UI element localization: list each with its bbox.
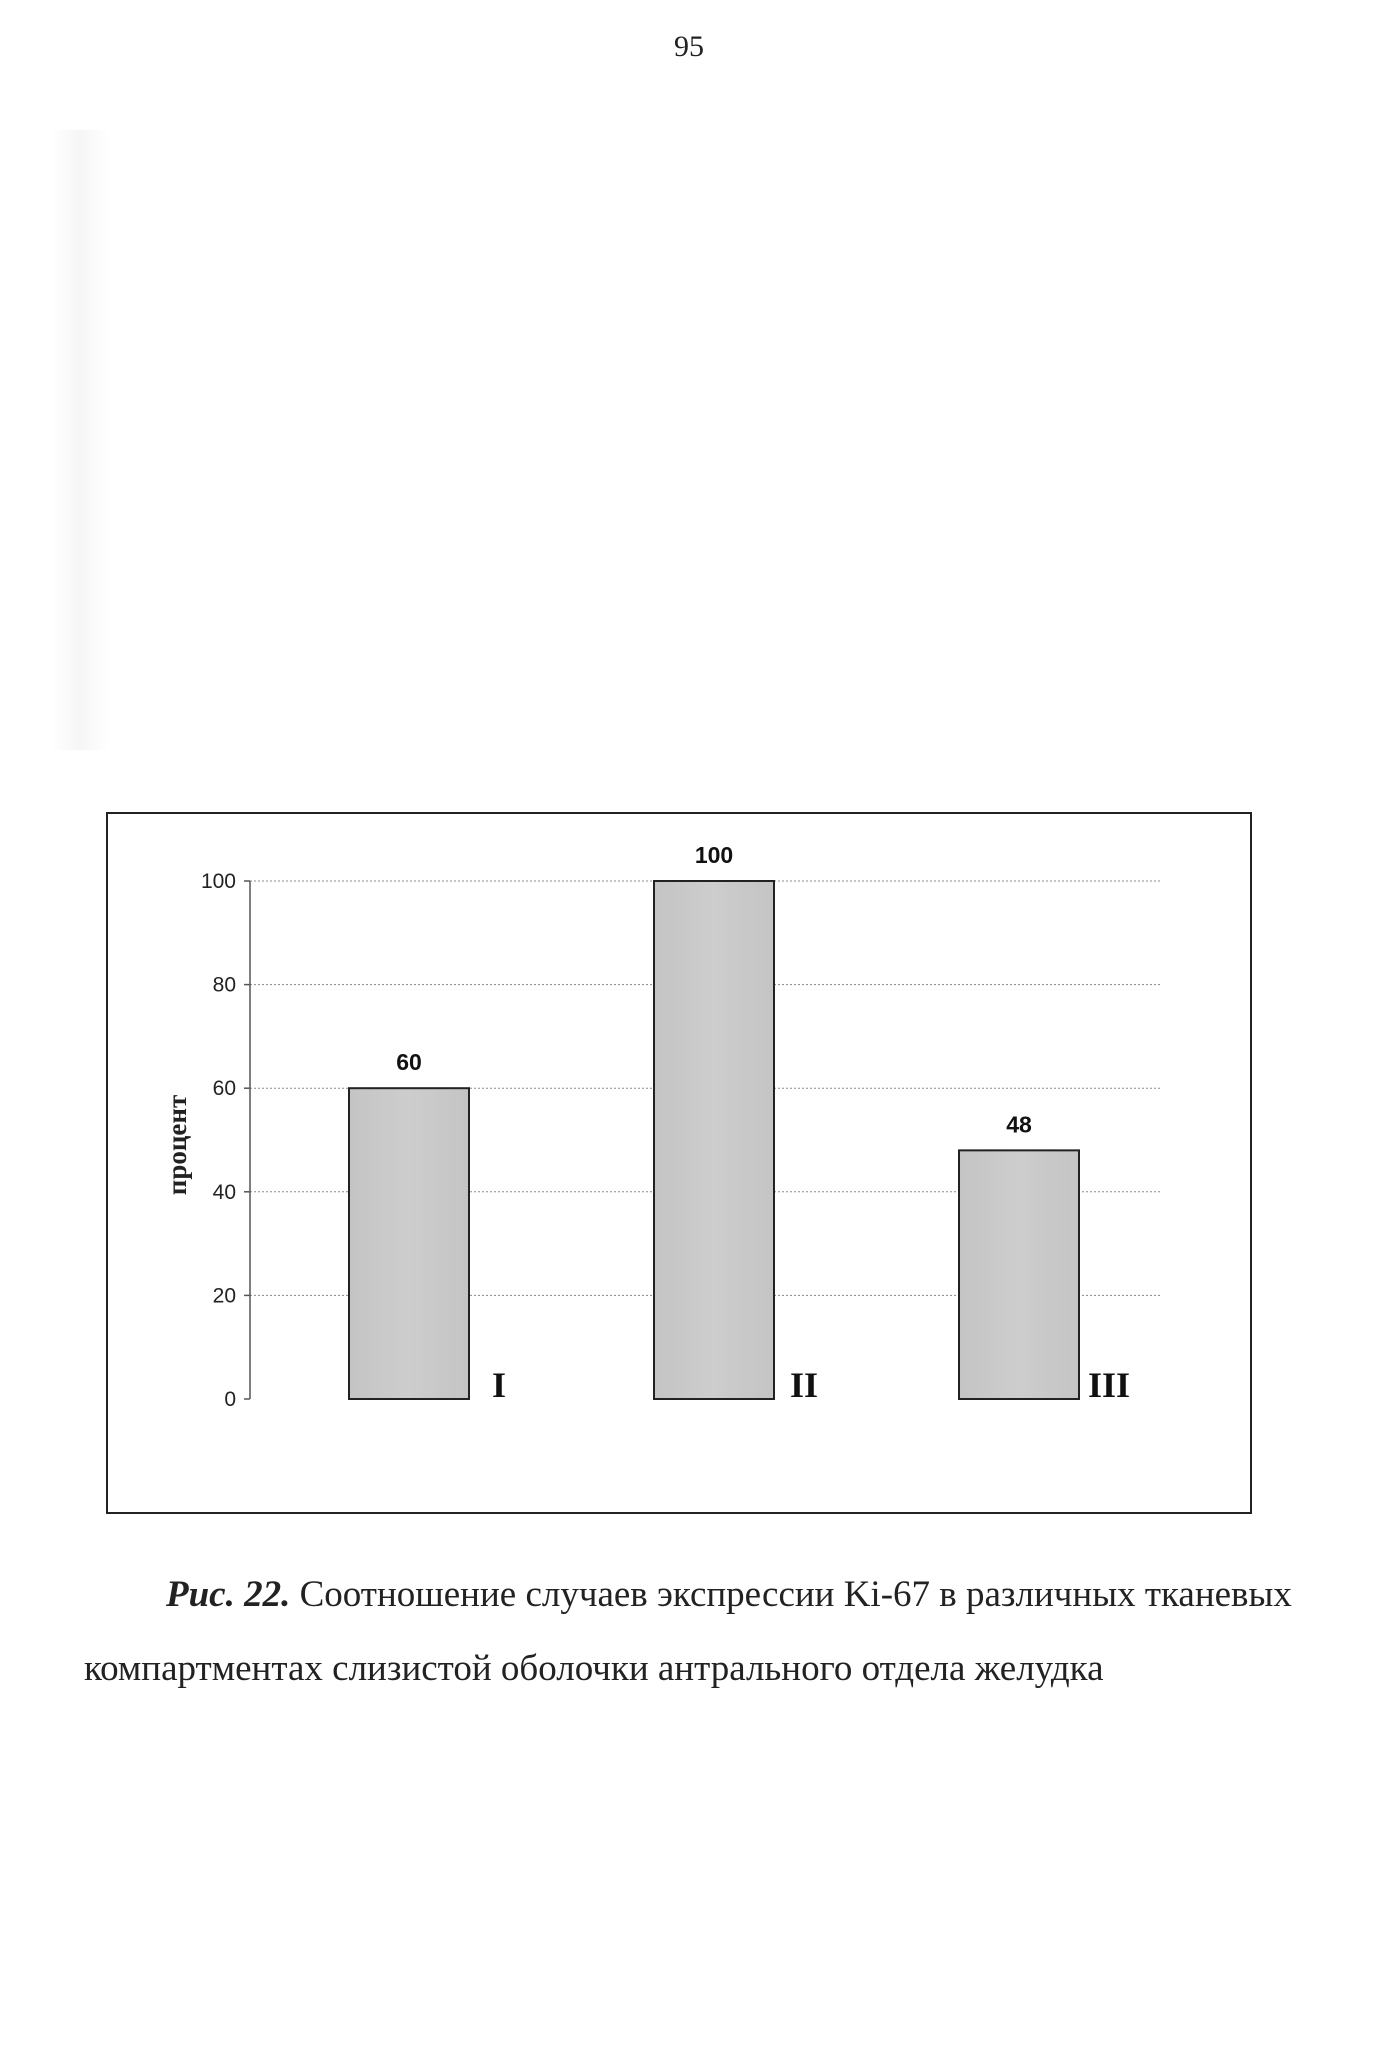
bar: [959, 1150, 1079, 1399]
y-tick-label: 60: [212, 1077, 236, 1101]
caption-line-2: компартментах слизистой оболочки антрального отдела желудка: [84, 1648, 1104, 1689]
category-label: I: [491, 1365, 507, 1405]
scan-shadow: [50, 130, 110, 750]
y-tick-label: 40: [212, 1180, 236, 1204]
figure-caption: [84, 1558, 1304, 1706]
y-tick-label: 100: [200, 870, 236, 893]
chart-frame: [106, 812, 1252, 1514]
data-label: 48: [1006, 1111, 1032, 1138]
category-label: III: [1087, 1365, 1131, 1405]
y-tick-label: 80: [212, 973, 236, 997]
caption-text-1: Соотношение случаев экспрессии Ki-67 в различных тканевых: [290, 1574, 1292, 1615]
bar-chart: [108, 814, 1250, 1512]
bar: [654, 881, 774, 1399]
figure-label: Рис. 22.: [166, 1574, 291, 1615]
y-tick-label: 0: [224, 1388, 236, 1411]
caption-line-1: [84, 1558, 1304, 1632]
y-tick-label: 20: [212, 1284, 236, 1308]
bar: [349, 1088, 469, 1399]
y-axis-label: процент: [162, 1094, 192, 1196]
category-label: II: [789, 1365, 819, 1405]
data-label: 60: [396, 1049, 422, 1076]
page-number: 95: [674, 30, 704, 63]
data-label: 100: [694, 842, 734, 868]
